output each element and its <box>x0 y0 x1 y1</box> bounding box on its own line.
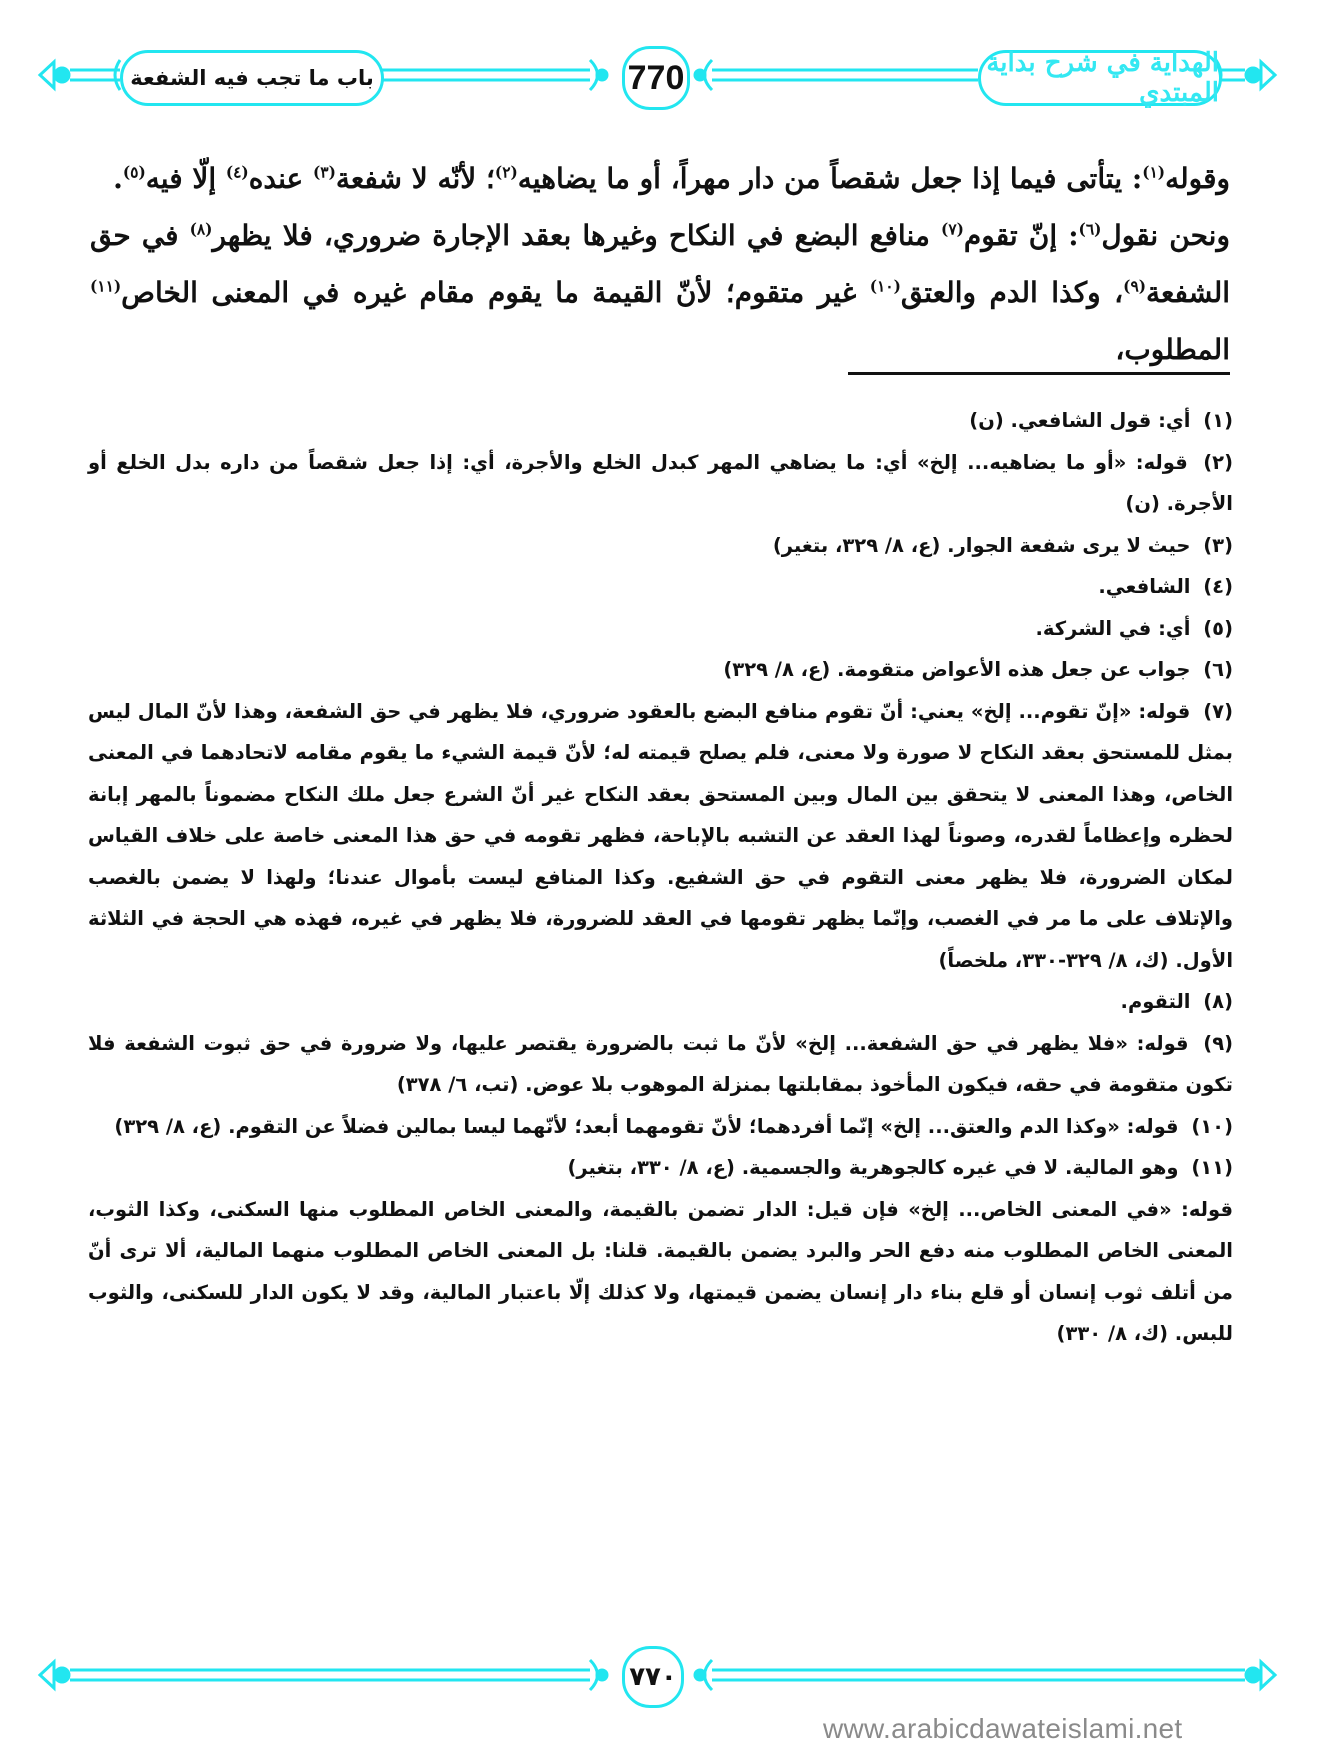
book-title: الهداية في شرح بداية المبتدي <box>978 50 1222 106</box>
footnote-text: إنّما أفردهما؛ لأنّ تقومهما أبعد؛ لأنّهما ليسا بمالين فضلاً عن التقوم. (ع، ٨/ ٣٢٩) <box>114 1114 881 1138</box>
footnote-marker[interactable]: (٤) <box>225 163 249 182</box>
main-text-segment: في حق الشفعة <box>90 219 1231 309</box>
footnote-item <box>88 566 1233 608</box>
footnote-text: التقوم. <box>1120 990 1191 1013</box>
footnote-item <box>88 442 1233 525</box>
footnote-marker[interactable]: (١) <box>1142 163 1166 182</box>
footnote-lemma: قوله: «في المعنى الخاص... إلخ» <box>908 1197 1233 1221</box>
main-text-segment: المطلوب، <box>1115 333 1230 366</box>
footnote-text: أي: قول الشافعي. (ن) <box>969 409 1191 432</box>
footnote-number: (٨) <box>1196 990 1233 1013</box>
footnote-number: (٧) <box>1196 699 1233 723</box>
footnote-text: حيث لا يرى شفعة الجوار. (ع، ٨/ ٣٢٩، بتغير) <box>772 533 1191 557</box>
footnote-text: يعني: أنّ تقوم منافع البضع بالعقود ضروري، فلا يظهر في حق الشفعة، وهذا لأنّ المال ليس بمثل للمستحق بعقد النكاح لا صورة ولا معنى، فلم يصلح قيمته له؛ لأنّ قيمة الشيء ما يقوم مقامه لاتحادهما في المعنى الخاص، وهذا المعنى لا يتحقق بين المال وبين المستحق بعقد النكاح غير أنّ الشرع جعل ملك النكاح مضموناً بالمهر إبانة لحظره وإعظاماً لقدره، وصوناً لهذا العقد عن التشبه بالإباحة، فظهر تقومه في حق هذا المعنى خاصة على خلاف القياس لمكان الضرورة، فلا يظهر معنى التقوم في حق الشفيع. وكذا المنافع ليست بأموال عندنا؛ ولهذا لا يضمن بالغصب والإتلاف على ما مر في الغصب، وإنّما يظهر تقومها في العقد للضرورة، فلا يظهر في غيره، فهذه هي الحجة في الثلاثة الأول. (ك، ٨/ ٣٢٩-٣٣٠، ملخصاً) <box>88 699 1233 972</box>
footer-ornament <box>30 1640 1285 1720</box>
footnote-number: (٦) <box>1196 658 1233 681</box>
main-text-segment: وقوله <box>1165 162 1230 195</box>
footnote-marker[interactable]: (١١) <box>90 277 122 296</box>
footnote-item <box>88 649 1233 691</box>
footnote-number: (١١) <box>1184 1156 1233 1179</box>
footnote-item <box>88 525 1233 567</box>
main-text-segment: : يتأتى فيما إذا جعل شقصاً من دار مهراً، أو ما يضاهيه <box>517 162 1143 195</box>
footnote-text: الشافعي. <box>1098 575 1191 598</box>
footnote-item <box>88 1106 1233 1148</box>
footnote-lemma: قوله: «إنّ تقوم... إلخ» <box>970 699 1191 723</box>
footnote-item <box>88 1023 1233 1106</box>
footnote-marker[interactable]: (٥) <box>122 163 146 182</box>
footnote-text: جواب عن جعل هذه الأعواض متقومة. (ع، ٨/ ٣٢٩) <box>723 658 1191 681</box>
footnote-lemma: قوله: «فلا يظهر في حق الشفعة... إلخ» <box>795 1031 1189 1055</box>
footnote-marker[interactable]: (٩) <box>1123 277 1147 296</box>
footnote-text: لأنّ ما ثبت بالضرورة يقتصر عليها، ولا ضرورة في حق ثبوت الشفعة فلا تكون متقومة في حقه، فيكون المأخوذ بمقابلتها بمنزلة الموهوب بلا عوض. (تب، ٦/ ٣٧٨) <box>88 1031 1233 1096</box>
footnote-text: أي: في الشركة. <box>1035 616 1191 640</box>
main-text-segment: عنده <box>248 162 313 195</box>
footnote-number: (٢) <box>1193 450 1233 474</box>
footnote-text: أي: ما يضاهي المهر كبدل الخلع والأجرة، أي: إذا جعل شقصاً من داره بدل الخلع أو الأجرة. (ن) <box>88 450 1233 515</box>
footnote-text: وهو المالية. لا في غيره كالجوهرية والجسمية. (ع، ٨/ ٣٣٠، بتغير) <box>567 1156 1179 1179</box>
header-ornament <box>30 30 1285 120</box>
footnote-item <box>88 981 1233 1023</box>
footnote-number: (١) <box>1196 409 1233 432</box>
main-paragraph <box>90 150 1230 207</box>
page-number: 770 <box>622 46 690 110</box>
main-text-segment: ؛ لأنّه لا شفعة <box>335 162 495 195</box>
main-text-segment: : إنّ تقوم <box>963 219 1079 252</box>
footnote-separator <box>848 372 1230 375</box>
footnotes <box>88 400 1233 1355</box>
main-text-segment: منافع البضع في النكاح وغيرها بعقد الإجارة ضروري، فلا يظهر <box>212 219 942 252</box>
footnote-number: (٩) <box>1194 1031 1234 1055</box>
footnote-marker[interactable]: (٢) <box>494 163 518 182</box>
footnote-marker[interactable]: (٧) <box>941 220 964 239</box>
footnote-text: فإن قيل: الدار تضمن بالقيمة، والمعنى الخاص المطلوب منها السكنى، وكذا الثوب، المعنى الخاص المطلوب منه دفع الحر والبرد يضمن بالقيمة. قلنا: بل المعنى الخاص المطلوب منهما المالية، ألا ترى أنّ من أتلف ثوب إنسان أو قلع بناء دار إنسان يضمن قيمتها، ولا كذلك إلّا باعتبار المالية، وقد لا يكون الدار للسكنى، والثوب للبس. (ك، ٨/ ٣٣٠) <box>88 1197 1233 1345</box>
main-text <box>90 150 1230 378</box>
footnote-item <box>88 1147 1233 1189</box>
footnote-item <box>88 400 1233 442</box>
main-text-segment: إلّا فيه <box>145 162 226 195</box>
footer-page-number: ٧٧٠ <box>622 1646 684 1708</box>
footnote-number: (١٠) <box>1184 1114 1233 1138</box>
footnote-item <box>88 1189 1233 1355</box>
main-text-segment: غير متقوم؛ لأنّ القيمة ما يقوم مقام غيره في المعنى الخاص <box>121 276 870 309</box>
main-text-segment: ونحن نقول <box>1101 219 1230 252</box>
website-watermark: www.arabicdawateislami.net <box>823 1713 1183 1744</box>
footnote-item <box>88 691 1233 982</box>
footnote-marker[interactable]: (٨) <box>189 220 213 239</box>
main-text-segment: . <box>113 162 123 195</box>
footnote-item <box>88 608 1233 650</box>
main-text-segment: ، وكذا الدم والعتق <box>900 276 1124 309</box>
footnote-lemma: قوله: «أو ما يضاهيه... إلخ» <box>916 450 1188 474</box>
footnote-marker[interactable]: (٦) <box>1078 220 1102 239</box>
footnote-lemma: قوله: «وكذا الدم والعتق... إلخ» <box>880 1114 1179 1138</box>
main-paragraph <box>90 207 1230 378</box>
footnote-number: (٥) <box>1196 616 1233 640</box>
footnote-number: (٣) <box>1196 533 1233 557</box>
footnote-marker[interactable]: (١٠) <box>869 277 901 296</box>
footnote-marker[interactable]: (٣) <box>313 163 336 182</box>
chapter-title: باب ما تجب فيه الشفعة <box>120 50 384 106</box>
footnote-number: (٤) <box>1196 575 1233 598</box>
